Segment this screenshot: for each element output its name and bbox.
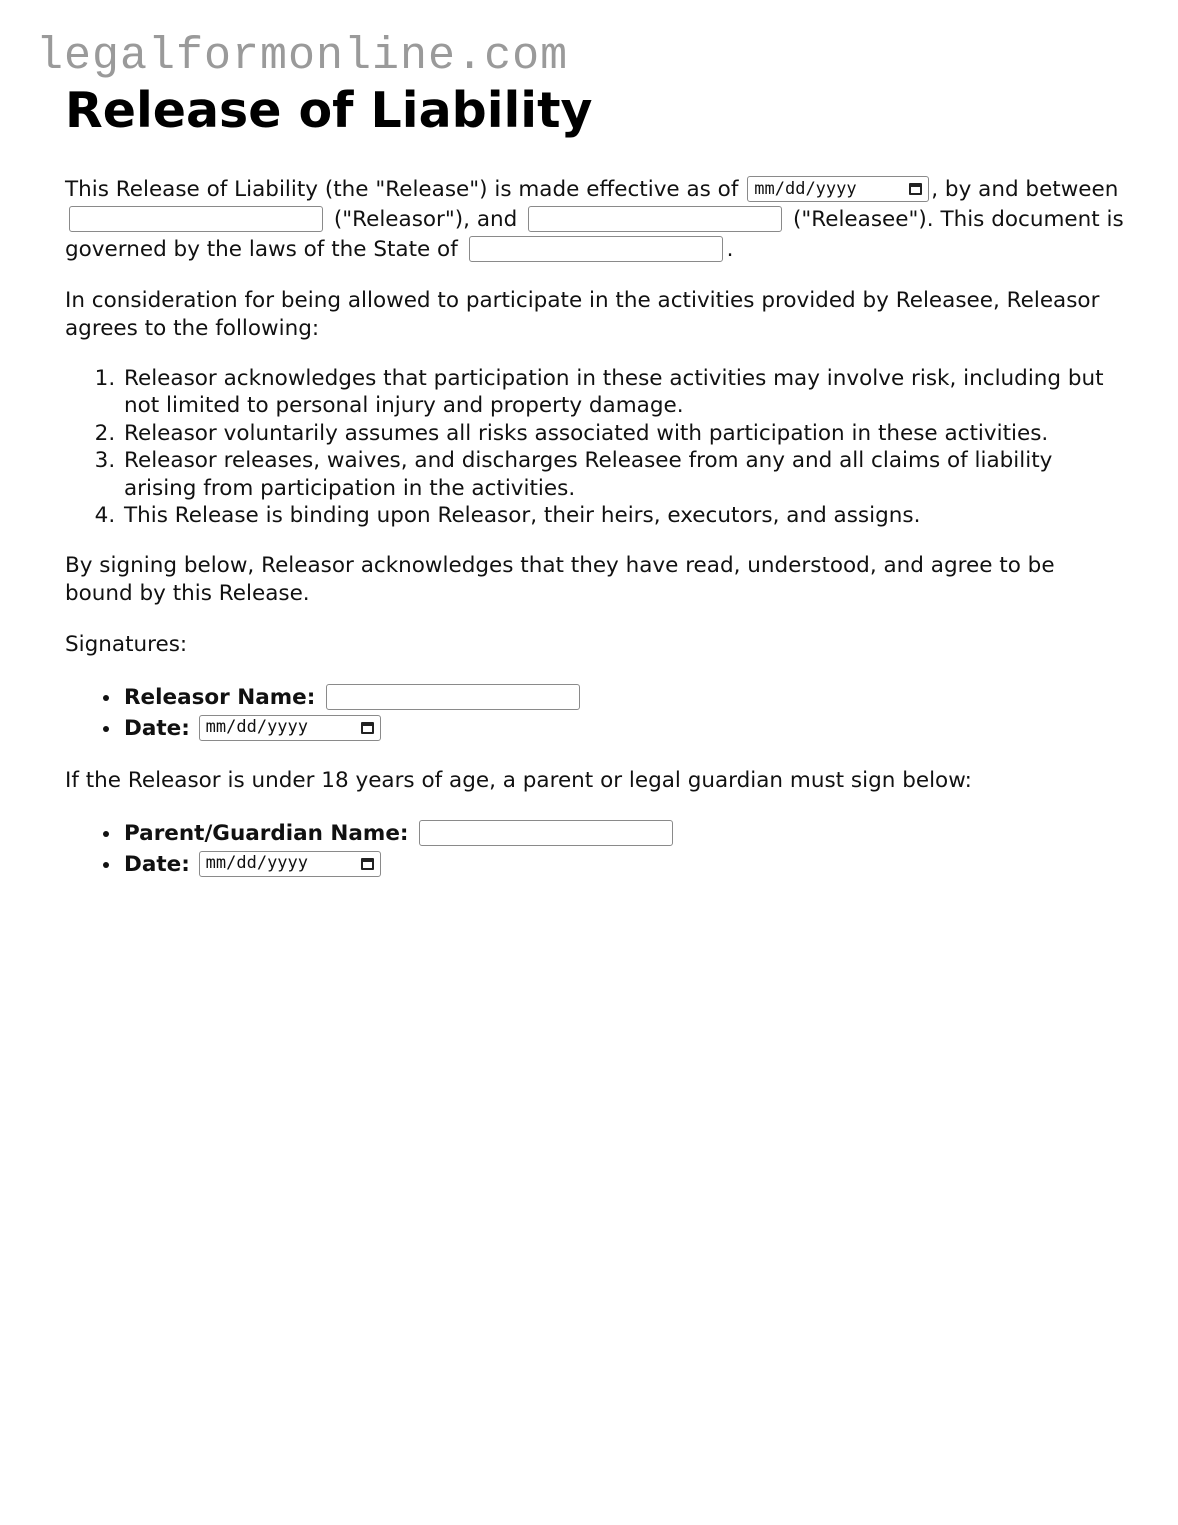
releasor-name-row (122, 682, 1125, 713)
guardian-name-label: Parent/Guardian Name: (124, 820, 409, 846)
releasor-name-label: Releasor Name: (124, 684, 316, 710)
releasor-date-row (122, 713, 1125, 744)
guardian-signature-list (65, 818, 1125, 880)
calendar-icon[interactable] (909, 183, 922, 195)
releasor-date-label: Date: (124, 715, 190, 741)
calendar-icon[interactable] (361, 858, 374, 870)
intro-text-1: This Release of Liability (the "Release") is made effective as of (65, 176, 739, 202)
watermark: legalformonline.com (36, 31, 569, 82)
releasee-input[interactable] (528, 206, 782, 232)
effective-date-input[interactable] (747, 176, 929, 202)
guardian-date-input[interactable] (199, 851, 381, 877)
terms-list (65, 365, 1125, 530)
guardian-date-label: Date: (124, 851, 190, 877)
releasor-signature-list (65, 682, 1125, 744)
guardian-date-row (122, 849, 1125, 880)
page-title: Release of Liability (65, 82, 593, 139)
guardian-name-row (122, 818, 1125, 849)
term-item: 1. Releasor acknowledges that participation in these activities may involve risk, including but not limited to personal injury and property damage. (122, 365, 1125, 420)
document (65, 84, 1125, 880)
agreement-paragraph: By signing below, Releasor acknowledges that they have read, understood, and agree to be bound by this Release. (65, 552, 1055, 606)
minor-notice: If the Releasor is under 18 years of age, a parent or legal guardian must sign below: (65, 767, 972, 793)
term-item: 3. Releasor releases, waives, and discharges Releasee from any and all claims of liability arising from participation in the activities. (122, 447, 1125, 502)
date-placeholder: mm/dd/yyyy (205, 853, 309, 874)
state-input[interactable] (469, 236, 723, 262)
term-item: 2. Releasor voluntarily assumes all risks associated with participation in these activities. (122, 420, 1125, 448)
intro-text-3: ("Releasor"), and (333, 206, 518, 232)
releasor-input[interactable] (69, 206, 323, 232)
releasor-name-input[interactable] (326, 684, 580, 710)
guardian-name-input[interactable] (419, 820, 673, 846)
intro-paragraph (65, 175, 1125, 265)
intro-text-5: . (726, 236, 734, 262)
date-placeholder: mm/dd/yyyy (205, 717, 309, 738)
signatures-heading: Signatures: (65, 631, 188, 657)
releasor-date-input[interactable] (199, 715, 381, 741)
date-placeholder: mm/dd/yyyy (754, 178, 857, 199)
intro-text-2: , by and between (931, 176, 1119, 202)
term-item: 4. This Release is binding upon Releasor, their heirs, executors, and assigns. (122, 502, 1125, 530)
calendar-icon[interactable] (361, 722, 374, 734)
consideration-paragraph: In consideration for being allowed to participate in the activities provided by Releasee, Releasor agrees to the following: (65, 287, 1100, 341)
intro-text-4: ("Releasee"). This document is governed by the laws of the State of (65, 206, 1124, 262)
